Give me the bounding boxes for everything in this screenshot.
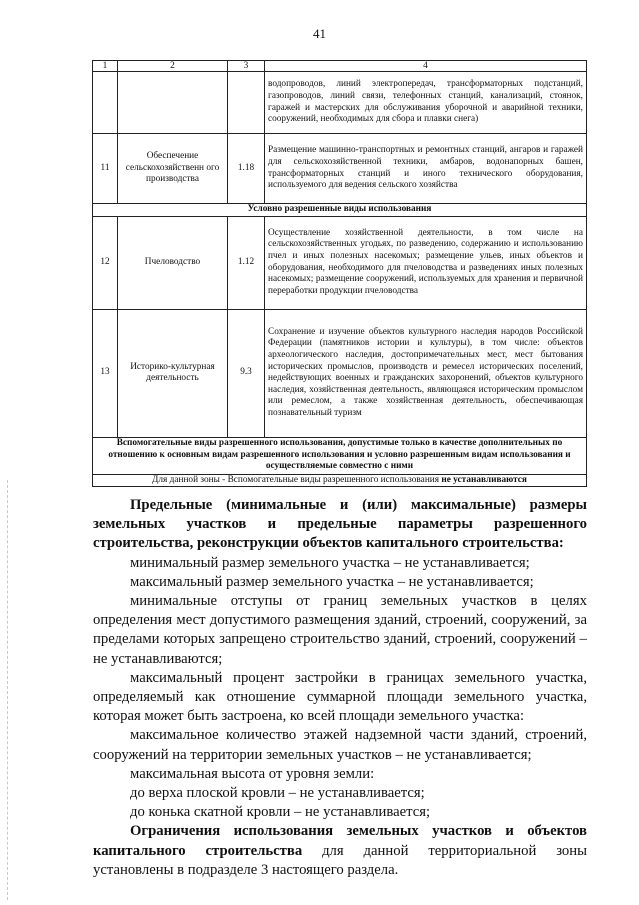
code-cell: 9.3 bbox=[228, 309, 265, 437]
description-cell: водопроводов, линий электропередач, трансформаторных подстанций, газопроводов, линий связи, телефонных станций, канализаций, стоянок, гаражей и мастерских для обслуживания уборочной и аварийной техники, сооружений, необходимых для сбора и плавки снега) bbox=[265, 72, 587, 134]
table-row bbox=[93, 134, 587, 204]
auxiliary-uses-heading: Вспомогательные виды разрешенного использования, допустимые только в качестве дополнительных по отношению к основным видам разрешенного использования и условно разрешенным видам использования и осуществляемые совместно с ними bbox=[93, 437, 587, 474]
max-plot-size: максимальный размер земельного участка – не устанавливается; bbox=[130, 573, 534, 590]
zone-note-row bbox=[93, 474, 587, 487]
description-cell: Размещение машинно-транспортных и ремонтных станций, ангаров и гаражей для сельскохозяйственной техники, амбаров, водонапорных башен, трансформаторных станций и иного технического оборудования, используемого для ведения сельского хозяйства bbox=[265, 134, 587, 204]
description-cell: Сохранение и изучение объектов культурного наследия народов Российской Федерации (памятников истории и культуры), в том числе: объектов археологического наследия, достопримечательных мест, мест бытования исторических промыслов, производств и ремесел исторических поселений, недействующих военных и гражданских захоронений, объектов культурного наследия, хозяйственная деятельность, являющаяся историческим промыслом или ремеслом, а также хозяйственная деятельность, обеспечивающая познавательный туризм bbox=[265, 309, 587, 437]
zone-parameters-text bbox=[93, 496, 587, 880]
zone-note-emphasis: не устанавливаются bbox=[441, 474, 527, 485]
header-cell: 3 bbox=[228, 61, 265, 72]
max-height-heading: максимальная высота от уровня земли: bbox=[130, 765, 375, 782]
header-cell: 4 bbox=[265, 61, 587, 72]
code-cell: 1.18 bbox=[228, 134, 265, 204]
page-number: 41 bbox=[313, 26, 326, 41]
land-use-table bbox=[92, 60, 587, 487]
use-name-cell: Обеспечение сельскохозяйственн ого производства bbox=[118, 134, 228, 204]
table-row bbox=[93, 309, 587, 437]
row-number-cell bbox=[93, 72, 118, 134]
min-setbacks: минимальные отступы от границ земельных участков в целях определения мест допустимого размещения зданий, строений, сооружений, за пределами которых запрещено строительство зданий, строений, сооружений – не устанавливаются; bbox=[93, 593, 587, 667]
use-name-cell bbox=[118, 72, 228, 134]
header-cell: 2 bbox=[118, 61, 228, 72]
margin-divider bbox=[7, 480, 9, 900]
max-coverage: максимальный процент застройки в границах земельного участка, определяемый как отношение суммарной площади земельного участка, которая может быть застроена, ко всей площади земельного участка: bbox=[93, 669, 587, 725]
section-heading-row bbox=[93, 437, 587, 474]
header-cell: 1 bbox=[93, 61, 118, 72]
code-cell: 1.12 bbox=[228, 216, 265, 309]
row-number-cell: 13 bbox=[93, 309, 118, 437]
use-name-cell: Историко-культурная деятельность bbox=[118, 309, 228, 437]
use-name-cell: Пчеловодство bbox=[118, 216, 228, 309]
restrictions-paragraph bbox=[93, 822, 587, 880]
row-number-cell: 12 bbox=[93, 216, 118, 309]
section-heading-row bbox=[93, 204, 587, 217]
table-row bbox=[93, 72, 587, 134]
flat-roof-height: до верха плоской кровли – не устанавливается; bbox=[130, 785, 425, 802]
limits-heading: Предельные (минимальные и (или) максимальные) размеры земельных участков и предельные параметры разрешенного строительства, реконструкции объектов капитального строительства: bbox=[93, 497, 587, 552]
zone-note-text: Для данной зоны - Вспомогательные виды разрешенного использования bbox=[152, 474, 442, 485]
pitched-roof-height: до конька скатной кровли – не устанавливается; bbox=[130, 804, 431, 821]
min-plot-size: минимальный размер земельного участка – не устанавливается; bbox=[130, 554, 530, 571]
table-header-row bbox=[93, 61, 587, 72]
table-row bbox=[93, 216, 587, 309]
restrictions-bold: Ограничения использования земельных участков и объектов капитального строительства bbox=[93, 823, 587, 859]
zone-note-cell bbox=[93, 474, 587, 487]
description-cell: Осуществление хозяйственной деятельности, в том числе на сельскохозяйственных угодьях, по разведению, содержанию и использованию пчел и иных полезных насекомых; размещение ульев, иных объектов и оборудования, необходимого для пчеловодства и разведениях иных полезных насекомых; размещение сооружений, используемых для хранения и первичной переработки продукции пчеловодства bbox=[265, 216, 587, 309]
max-floors: максимальное количество этажей надземной части зданий, строений, сооружений на территории земельных участков – не устанавливается; bbox=[93, 727, 587, 763]
row-number-cell: 11 bbox=[93, 134, 118, 204]
restrictions-rest: для данной территориальной зоны установлены в подразделе 3 настоящего раздела. bbox=[93, 842, 587, 878]
code-cell bbox=[228, 72, 265, 134]
conditional-uses-heading: Условно разрешенные виды использования bbox=[93, 204, 587, 217]
